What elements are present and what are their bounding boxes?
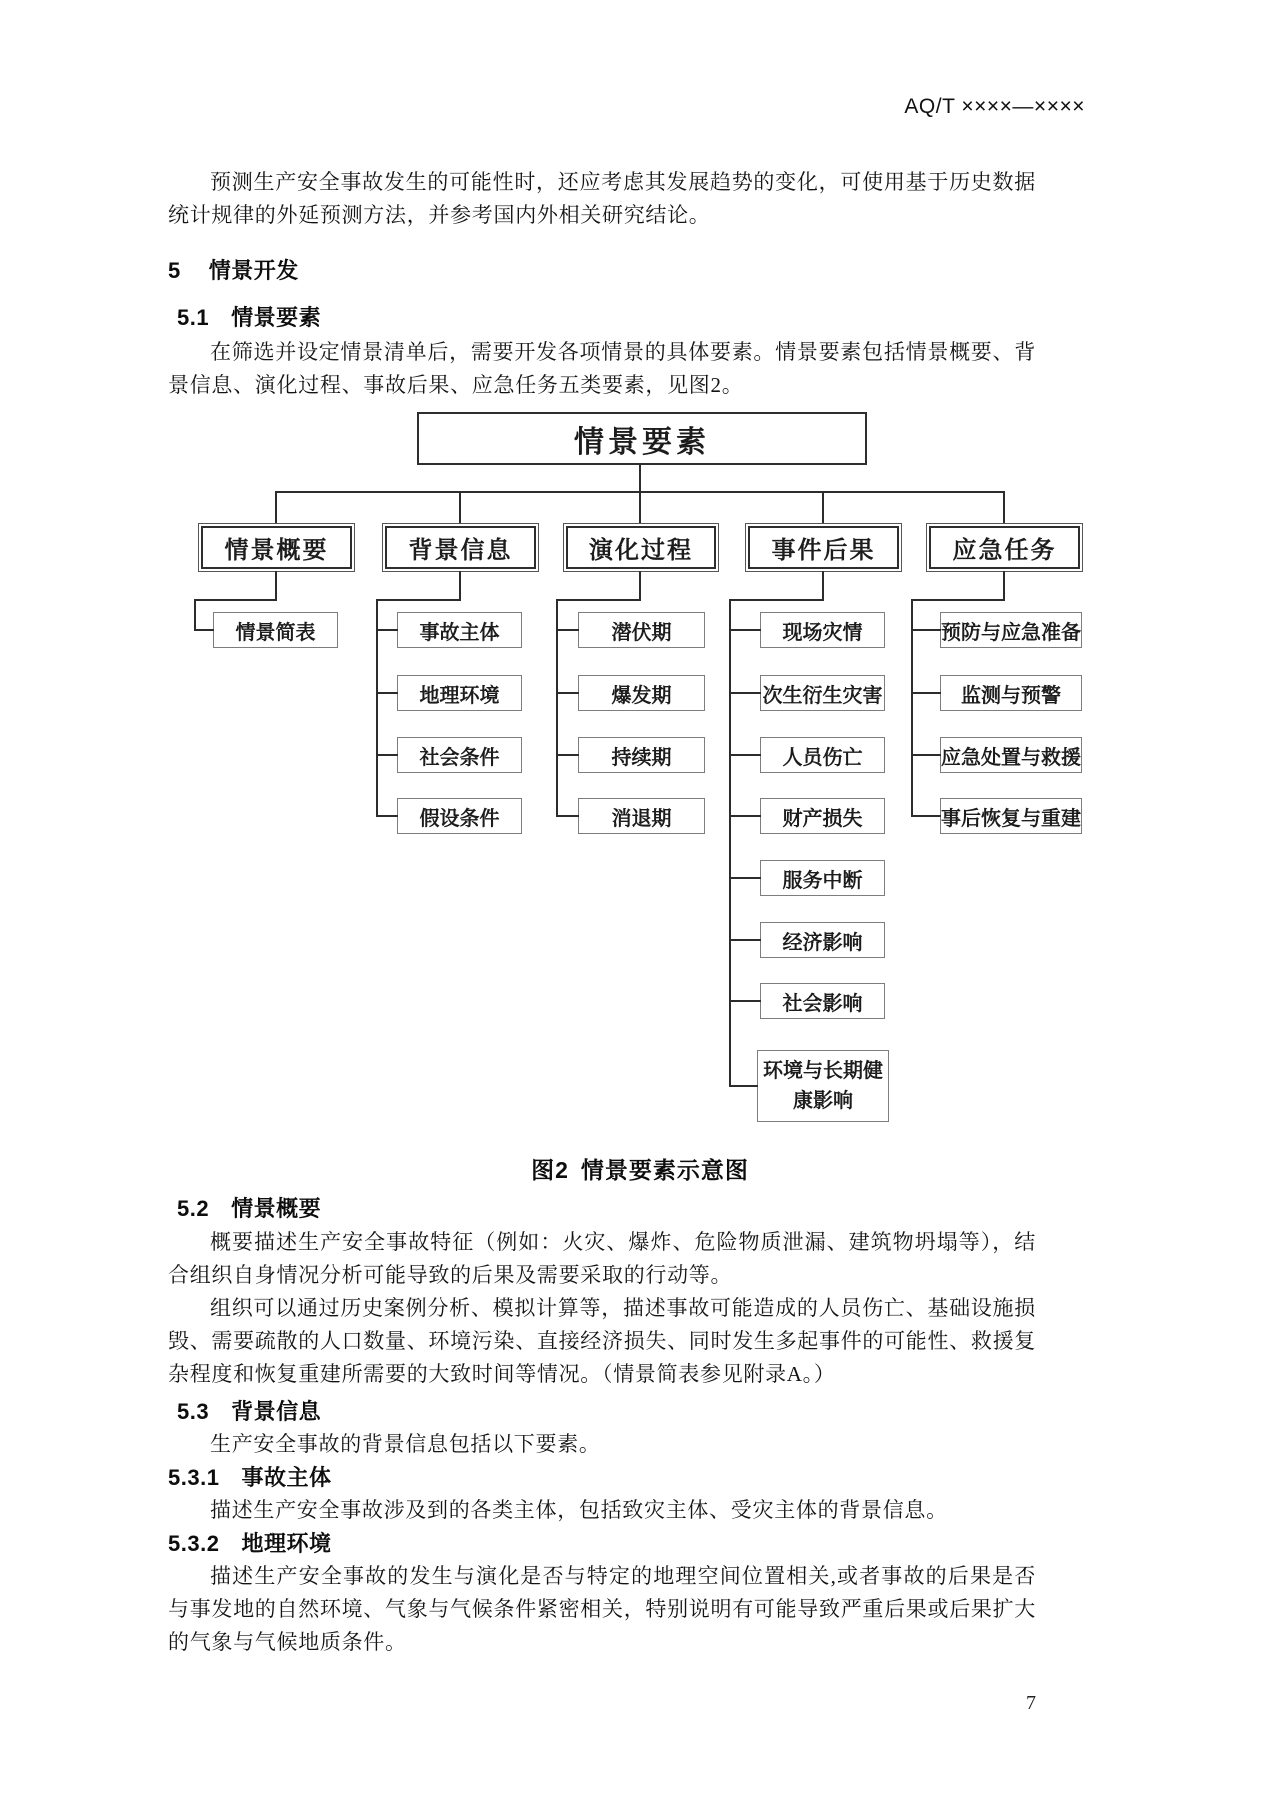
paragraph-5-3-1: 描述生产安全事故涉及到的各类主体，包括致灾主体、受灾主体的背景信息。 — [210, 1498, 948, 1522]
diagram-child-box: 人员伤亡 — [760, 737, 885, 773]
connector-line — [729, 939, 761, 941]
connector-line — [822, 571, 824, 601]
connector-line — [275, 491, 277, 524]
diagram-child-box: 环境与长期健康影响 — [757, 1050, 889, 1122]
diagram-child-box: 现场灾情 — [760, 612, 885, 648]
section-number: 5.1 — [177, 305, 210, 330]
connector-line — [459, 571, 461, 601]
diagram-child-box: 持续期 — [578, 737, 705, 773]
diagram-child-box: 事故主体 — [397, 612, 522, 648]
figure-caption-label: 图2 — [531, 1157, 569, 1183]
header-doc-code: AQ/T ××××—×××× — [904, 95, 1085, 118]
section-title: 背景信息 — [231, 1399, 322, 1424]
connector-line — [729, 599, 731, 1087]
section-heading-5-3-2 — [168, 1527, 1036, 1558]
connector-line — [1003, 491, 1005, 524]
section-heading-5-2 — [168, 1192, 1045, 1223]
connector-line — [556, 754, 579, 756]
connector-line — [729, 692, 761, 694]
page-number: 7 — [1026, 1692, 1036, 1714]
connector-line — [376, 599, 461, 601]
paragraph-5-2a: 概要描述生产安全事故特征（例如：火灾、爆炸、危险物质泄漏、建筑物坍塌等），结合组织自身情况分析可能导致的后果及需要采取的行动等。 — [168, 1230, 1036, 1287]
diagram-child-box: 爆发期 — [578, 675, 705, 711]
paragraph-intro: 预测生产安全事故发生的可能性时，还应考虑其发展趋势的变化，可使用基于历史数据统计规律的外延预测方法，并参考国内外相关研究结论。 — [168, 170, 1036, 227]
section-title: 情景概要 — [231, 1196, 322, 1221]
connector-line — [275, 571, 277, 601]
connector-line — [194, 599, 196, 631]
diagram-child-box: 地理环境 — [397, 675, 522, 711]
section-title: 情景要素 — [231, 305, 322, 330]
connector-line — [729, 754, 761, 756]
connector-line — [376, 692, 398, 694]
connector-line — [729, 877, 761, 879]
connector-line — [911, 629, 941, 631]
paragraph-5-1: 在筛选并设定情景清单后，需要开发各项情景的具体要素。情景要素包括情景概要、背景信息、演化过程、事故后果、应急任务五类要素，见图2。 — [168, 340, 1036, 397]
diagram-child-box: 预防与应急准备 — [940, 612, 1082, 648]
diagram-root-box: 情景要素 — [417, 412, 867, 465]
connector-line — [911, 599, 1005, 601]
section-title: 事故主体 — [241, 1465, 332, 1490]
connector-line — [556, 815, 579, 817]
diagram-child-box: 潜伏期 — [578, 612, 705, 648]
diagram-child-box: 服务中断 — [760, 860, 885, 896]
diagram-child-box: 情景简表 — [213, 612, 338, 648]
connector-line — [911, 815, 941, 817]
section-title: 情景开发 — [208, 258, 299, 283]
connector-line — [459, 491, 461, 524]
figure-caption — [240, 1152, 1040, 1185]
section-number: 5 — [168, 258, 181, 283]
connector-line — [639, 571, 641, 601]
section-number: 5.3.2 — [168, 1531, 220, 1556]
connector-line — [639, 491, 641, 524]
connector-line — [194, 599, 277, 601]
connector-line — [556, 629, 579, 631]
section-heading-5-3 — [168, 1395, 1045, 1426]
diagram-child-box: 监测与预警 — [940, 675, 1082, 711]
connector-line — [639, 464, 641, 493]
connector-line — [194, 629, 214, 631]
diagram-branch-box: 应急任务 — [926, 523, 1083, 572]
connector-line — [556, 692, 579, 694]
figure-caption-title: 情景要素示意图 — [580, 1157, 749, 1183]
diagram-child-box: 事后恢复与重建 — [940, 798, 1082, 834]
section-title: 地理环境 — [241, 1531, 332, 1556]
connector-line — [376, 754, 398, 756]
diagram-child-box: 财产损失 — [760, 798, 885, 834]
connector-line — [1003, 571, 1005, 601]
paragraph-5-2b: 组织可以通过历史案例分析、模拟计算等，描述事故可能造成的人员伤亡、基础设施损毁、需要疏散的人口数量、环境污染、直接经济损失、同时发生多起事件的可能性、救援复杂程度和恢复重建所需要的大致时间等情况。（情景简表参见附录A。） — [168, 1296, 1036, 1386]
connector-line — [911, 754, 941, 756]
section-number: 5.3 — [177, 1399, 210, 1424]
section-heading-5-3-1 — [168, 1461, 1036, 1492]
connector-line — [376, 629, 398, 631]
connector-line — [376, 815, 398, 817]
connector-line — [822, 491, 824, 524]
connector-line — [729, 599, 824, 601]
connector-line — [911, 692, 941, 694]
diagram-child-box: 消退期 — [578, 798, 705, 834]
connector-line — [556, 599, 558, 817]
diagram-branch-box: 演化过程 — [563, 523, 719, 572]
diagram-child-box: 经济影响 — [760, 922, 885, 958]
diagram-branch-box: 情景概要 — [198, 523, 355, 572]
connector-line — [556, 599, 641, 601]
diagram-child-box: 次生衍生灾害 — [760, 675, 885, 711]
paragraph-5-3-2: 描述生产安全事故的发生与演化是否与特定的地理空间位置相关,或者事故的后果是否与事发地的自然环境、气象与气候条件紧密相关，特别说明有可能导致严重后果或后果扩大的气象与气候地质条件。 — [168, 1564, 1036, 1654]
section-number: 5.2 — [177, 1196, 210, 1221]
diagram-branch-box: 背景信息 — [382, 523, 539, 572]
connector-line — [376, 599, 378, 817]
diagram-child-box: 假设条件 — [397, 798, 522, 834]
diagram-branch-box: 事件后果 — [745, 523, 902, 572]
diagram-child-box: 社会条件 — [397, 737, 522, 773]
section-number: 5.3.1 — [168, 1465, 220, 1490]
diagram-child-box: 应急处置与救援 — [940, 737, 1082, 773]
diagram-child-box: 社会影响 — [760, 983, 885, 1019]
connector-line — [911, 599, 913, 817]
connector-line — [729, 1000, 761, 1002]
connector-line — [729, 629, 761, 631]
paragraph-5-3: 生产安全事故的背景信息包括以下要素。 — [210, 1432, 601, 1456]
connector-line — [729, 815, 761, 817]
connector-line — [729, 1085, 758, 1087]
